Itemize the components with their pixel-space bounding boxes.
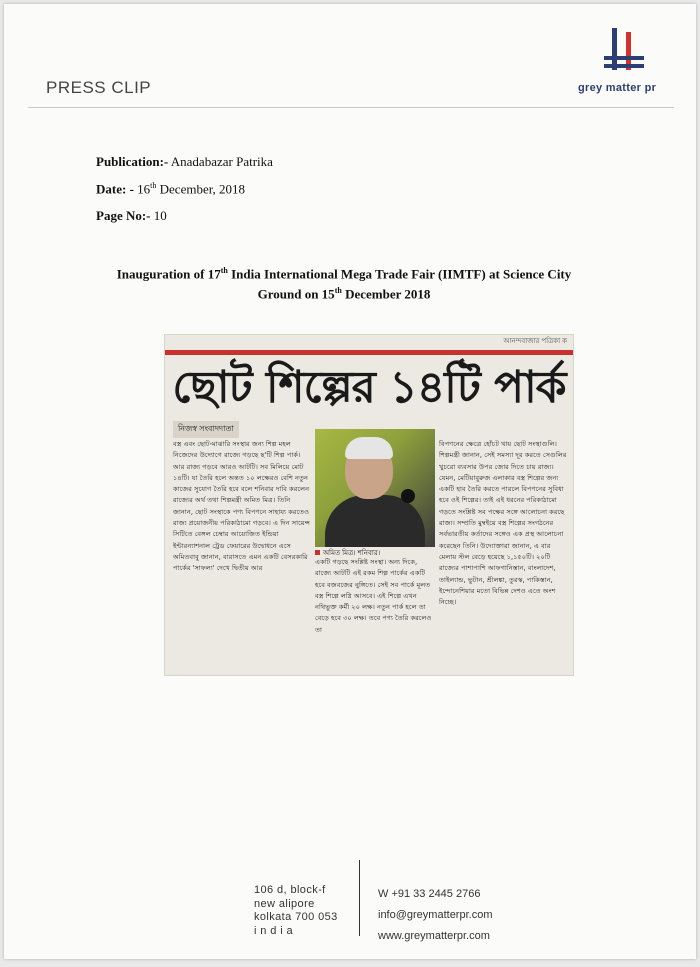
date-rest: December, 2018 xyxy=(156,181,246,197)
address-line: i n d i a xyxy=(254,924,294,937)
brand-name: grey matter pr xyxy=(578,82,657,94)
press-clip-page xyxy=(4,4,696,959)
minister-photo xyxy=(315,429,435,547)
clipping-byline: নিজস্ব সংবাদদাতা xyxy=(173,421,239,438)
phone-number: W +91 33 2445 2766 xyxy=(378,888,481,900)
footer-divider xyxy=(359,860,360,936)
newspaper-clipping xyxy=(164,334,574,676)
headline-part: India International Mega Trade Fair (IIMTF) at Science City xyxy=(227,266,572,282)
microphone-icon xyxy=(401,489,415,503)
headline-part: Ground on 15 xyxy=(257,286,335,302)
headline-sup: th xyxy=(220,266,228,275)
office-address xyxy=(254,884,344,938)
website-link[interactable]: www.greymatterpr.com xyxy=(378,930,490,942)
publication-value: Anadabazar Patrika xyxy=(168,154,273,169)
header-divider xyxy=(28,107,674,108)
page-value: 10 xyxy=(150,208,167,223)
caption-text: অমিত মিত্র। শনিবার। xyxy=(323,550,381,557)
email-link[interactable]: info@greymatterpr.com xyxy=(378,909,493,921)
page-label: Page No:- xyxy=(96,208,151,223)
publication-label: Publication:- xyxy=(96,154,169,169)
date-day: 16 xyxy=(133,181,151,197)
article-column-1: বস্ত্র এবং ছোট-মাঝারি সংস্থার জন্য শিল্প মহল নিজেদের উদ্যোগে রাজ্যে গড়ছে ছ'টি শিল্প পার্ক। আর রাজ্য গড়বে আরও আটটি। সব মিলিয়ে মোট ১৪টি। যা তৈরি হলে অন্তত ১০ লক্ষেরও বেশি নতুন কাজের সুযোগ তৈরি হবে বলে শনিবার দাবি করলেন রাজ্যের অর্থ তথা শিল্পমন্ত্রী অমিত মিত্র। তিনি জানান, ছোট সংস্থাকে পণ্য বিপণনে সাহায্য করতেও রাজ্য প্রয়োজনীয় পরিকাঠামো গড়বে। এ দিন সায়েন্স সিটিতে বেঙ্গল চেম্বার আয়োজিত ইন্ডিয়া ইন্টারন্যাশনাল ট্রেড ফেয়ারের উদ্বোধনে এসে অমিতবাবু জানান, বারাসতে এমন একটি বেসরকারি পার্কের 'সাফল্য' দেখে দ্বিতীয় আর xyxy=(173,440,310,573)
address-line: kolkata 700 053 xyxy=(254,911,338,923)
headline-line-2 xyxy=(64,282,624,302)
red-rule xyxy=(165,350,573,355)
headline-part: Inauguration of 17 xyxy=(116,266,221,282)
caption-marker-icon xyxy=(315,550,320,555)
publication-line xyxy=(96,154,273,170)
clipping-title: ছোট শিল্পের ১৪টি পার্ক xyxy=(172,362,566,413)
date-line xyxy=(96,181,245,197)
masthead-strip: আনন্দবাজার পত্রিকা ক xyxy=(503,338,567,345)
address-line: new alipore xyxy=(254,897,315,910)
headline-sup: th xyxy=(334,286,342,296)
contact-info xyxy=(378,884,493,947)
page-title: PRESS CLIP xyxy=(46,78,152,97)
article-column-2: একটি গড়ছে সংশ্লিষ্ট সংস্থা। অন্য দিকে, রাজ্যে আটটি এই রকম শিল্প পার্কের একটি হবে বজবজের নুঙ্গিতে। সেই সব পার্কে মূলত বস্ত্র শিল্পে লগ্নি আসবে। এই শিল্পে এখন নথিভুক্ত কর্মী ২০ লক্ষ। নতুন পার্ক হলে তা বেড়ে হবে ৩০ লক্ষ। তবে পণ্য তৈরি করলেও তা xyxy=(315,558,432,634)
photo-figure-hair xyxy=(345,437,393,459)
date-suffix: th xyxy=(150,181,157,190)
page-number-line xyxy=(96,208,167,224)
date-label: Date: - xyxy=(96,181,134,197)
address-line: 106 d, block-f xyxy=(254,884,326,896)
article-column-3: বিপণনের ক্ষেত্রে হোঁচট খায় ছোট সংস্থাগুলি। শিল্পমন্ত্রী জানান, সেই সমস্যা দূর করতে সেগুলির খুচরো ব্যবসার উপর জোর দিতে চায় রাজ্য। যেমন, মেটিয়াবুরুজ এলাকার বস্ত্র শিল্পের জন্য একটি হাব তৈরি করতে পারলে বিপণনের সুবিধা হবে ওই শিল্পের। তাই এই ধরনের পরিকাঠামো গড়তে সংশ্লিষ্ট সব পক্ষের সঙ্গে আলোচনা করছে রাজ্য। সম্প্রতি মুম্বইয়ে বস্ত্র শিল্পের সংগঠনের সর্বভারতীয় কর্তাদের সঙ্গেও এক প্রস্থ আলোচনা করেছেন তিনি। উদ্যোক্তারা জানান, এ বার মেলায় স্টল বেড়ে হয়েছে ১,১৫০টি। ২০টি রাজ্যের পাশাপাশি আফগানিস্তান, বাংলাদেশ, তাইল্যান্ড, ভুটান, শ্রীলঙ্কা, তুরস্ক, পাকিস্তান, ইন্দোনেশিয়ার মতো বিভিন্ন দেশও এতে অংশ নিচ্ছে। xyxy=(439,440,567,607)
photo-figure-body xyxy=(325,495,425,547)
headline-part: December 2018 xyxy=(341,286,431,302)
headline-line-1 xyxy=(64,262,624,282)
clip-headline xyxy=(64,262,624,303)
